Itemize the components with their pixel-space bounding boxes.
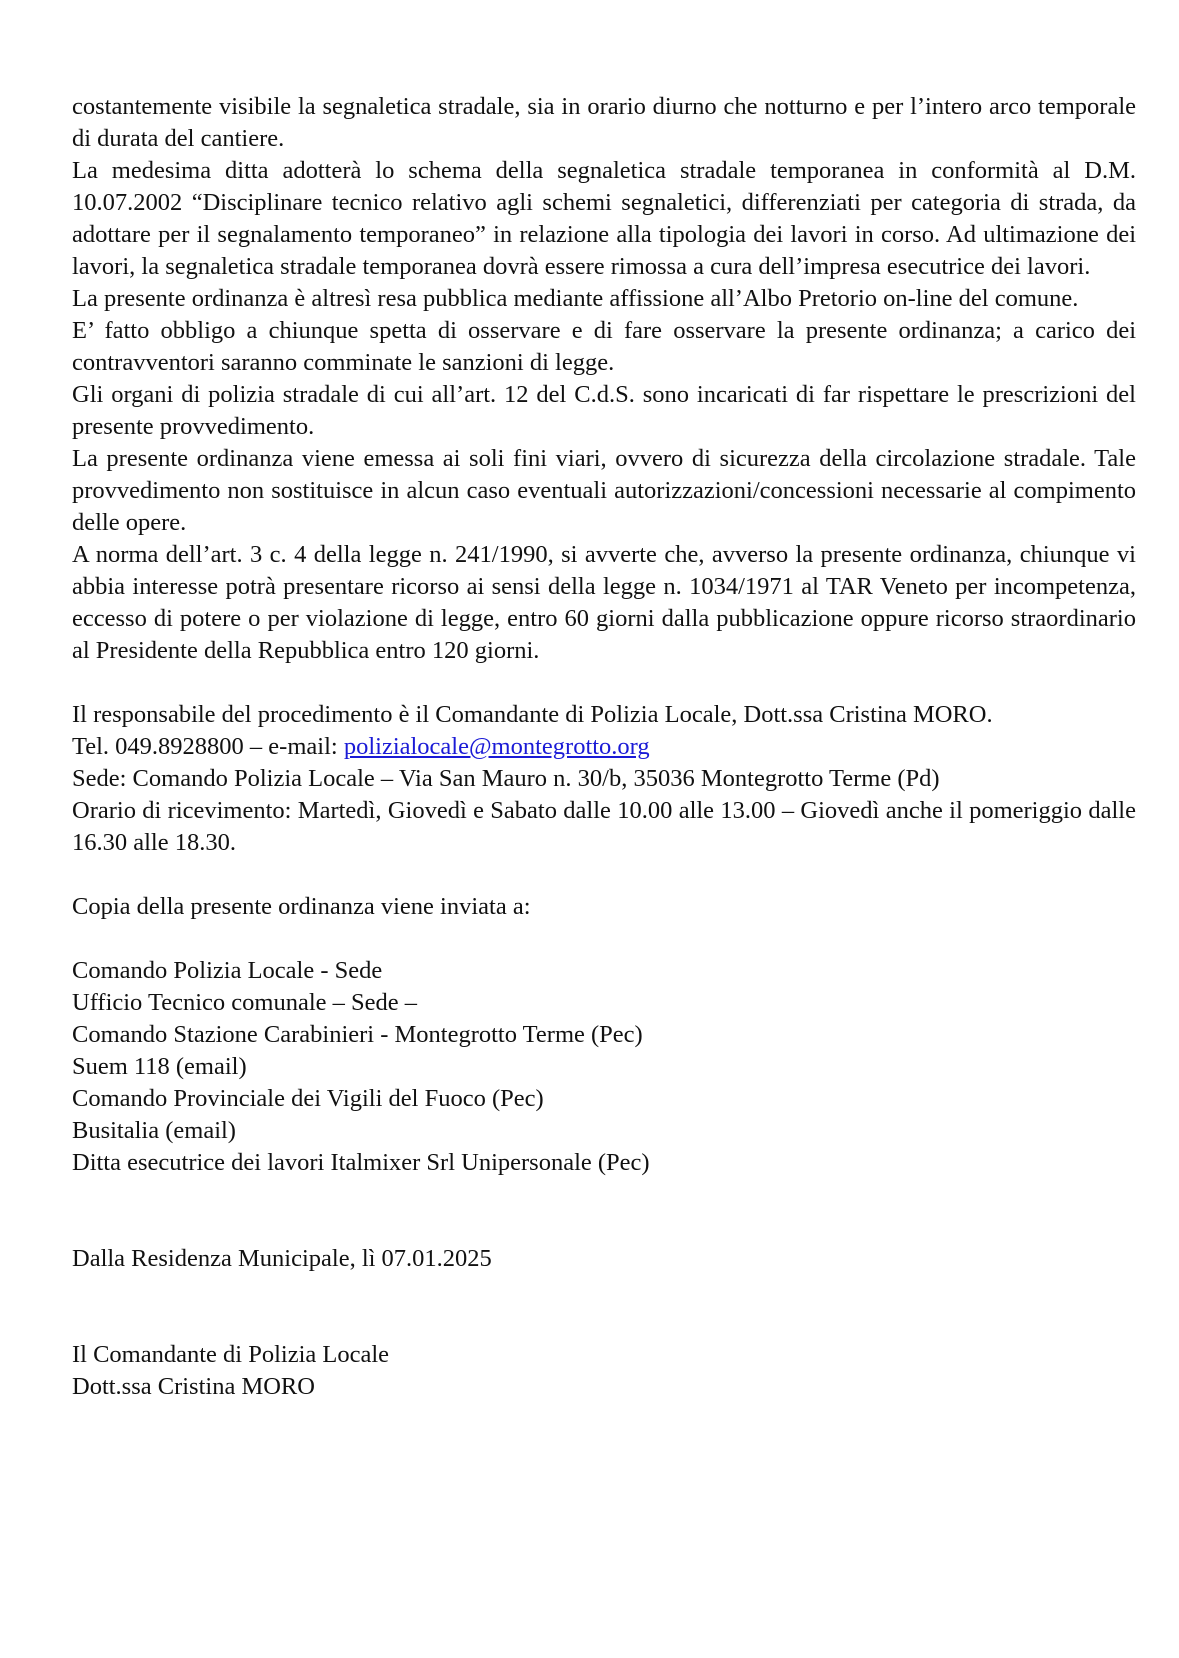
document-body <box>72 91 1136 1403</box>
recipient-item: Comando Polizia Locale - Sede <box>72 957 383 984</box>
paragraph-signage-visibility: costantemente visibile la segnaletica stradale, sia in orario diurno che notturno e per l’intero arco temporale di durata del cantiere. <box>72 93 1136 152</box>
recipient-list <box>72 955 1136 1179</box>
paragraph-obligation: E’ fatto obbligo a chiunque spetta di osservare e di fare osservare la presente ordinanza; a carico dei contravventori saranno comminate le sanzioni di legge. <box>72 317 1136 376</box>
recipient-item: Suem 118 (email) <box>72 1053 247 1080</box>
spacer <box>72 923 1136 955</box>
recipient-item: Busitalia (email) <box>72 1117 236 1144</box>
email-link[interactable]: polizialocale@montegrotto.org <box>343 733 650 760</box>
contact-block <box>72 699 1136 859</box>
tel-email-line <box>72 731 1136 763</box>
recipient-item: Comando Stazione Carabinieri - Montegrotto Terme (Pec) <box>72 1021 643 1048</box>
paragraph-police-organs: Gli organi di polizia stradale di cui all’art. 12 del C.d.S. sono incaricati di far rispettare le prescrizioni del presente provvedimento. <box>72 381 1136 440</box>
signature-name: Dott.ssa Cristina MORO <box>72 1373 315 1400</box>
orario-line: Orario di ricevimento: Martedì, Giovedì e Sabato dalle 10.00 alle 13.00 – Giovedì anche il pomeriggio dalle 16.30 alle 18.30. <box>72 797 1136 856</box>
sede-line: Sede: Comando Polizia Locale – Via San Mauro n. 30/b, 35036 Montegrotto Terme (Pd) <box>72 765 940 792</box>
paragraph-publication: La presente ordinanza è altresì resa pubblica mediante affissione all’Albo Pretorio on-line del comune. <box>72 285 1079 312</box>
spacer <box>72 859 1136 891</box>
copy-intro: Copia della presente ordinanza viene inviata a: <box>72 893 531 920</box>
responsible-line: Il responsabile del procedimento è il Comandante di Polizia Locale, Dott.ssa Cristina MORO. <box>72 701 993 728</box>
paragraph-road-purposes: La presente ordinanza viene emessa ai soli fini viari, ovvero di sicurezza della circolazione stradale. Tale provvedimento non sostituisce in alcun caso eventuali autorizzazioni/concessioni necessarie al compimento delle opere. <box>72 445 1136 536</box>
recipient-item: Ditta esecutrice dei lavori Italmixer Srl Unipersonale (Pec) <box>72 1149 650 1176</box>
signature-block <box>72 1339 1136 1403</box>
spacer <box>72 667 1136 699</box>
recipient-item: Comando Provinciale dei Vigili del Fuoco (Pec) <box>72 1085 544 1112</box>
recipient-item: Ufficio Tecnico comunale – Sede – <box>72 989 418 1016</box>
signature-title: Il Comandante di Polizia Locale <box>72 1341 390 1368</box>
paragraph-signage-scheme: La medesima ditta adotterà lo schema della segnaletica stradale temporanea in conformità al D.M. 10.07.2002 “Disciplinare tecnico relativo agli schemi segnaletici, differenziati per categoria di strada, da adottare per il segnalamento temporaneo” in relazione alla tipologia dei lavori in corso. Ad ultimazione dei lavori, la segnaletica stradale temporanea dovrà essere rimossa a cura dell’impresa esecutrice dei lavori. <box>72 157 1136 280</box>
spacer <box>72 1275 1136 1339</box>
place-date: Dalla Residenza Municipale, lì 07.01.2025 <box>72 1245 492 1272</box>
paragraph-appeal: A norma dell’art. 3 c. 4 della legge n. 241/1990, si avverte che, avverso la presente ordinanza, chiunque vi abbia interesse potrà presentare ricorso ai sensi della legge n. 1034/1971 al TAR Veneto per incompetenza, eccesso di potere o per violazione di legge, entro 60 giorni dalla pubblicazione oppure ricorso straordinario al Presidente della Repubblica entro 120 giorni. <box>72 541 1136 664</box>
spacer <box>72 1179 1136 1243</box>
tel-text: Tel. 049.8928800 – e-mail: <box>72 733 344 760</box>
